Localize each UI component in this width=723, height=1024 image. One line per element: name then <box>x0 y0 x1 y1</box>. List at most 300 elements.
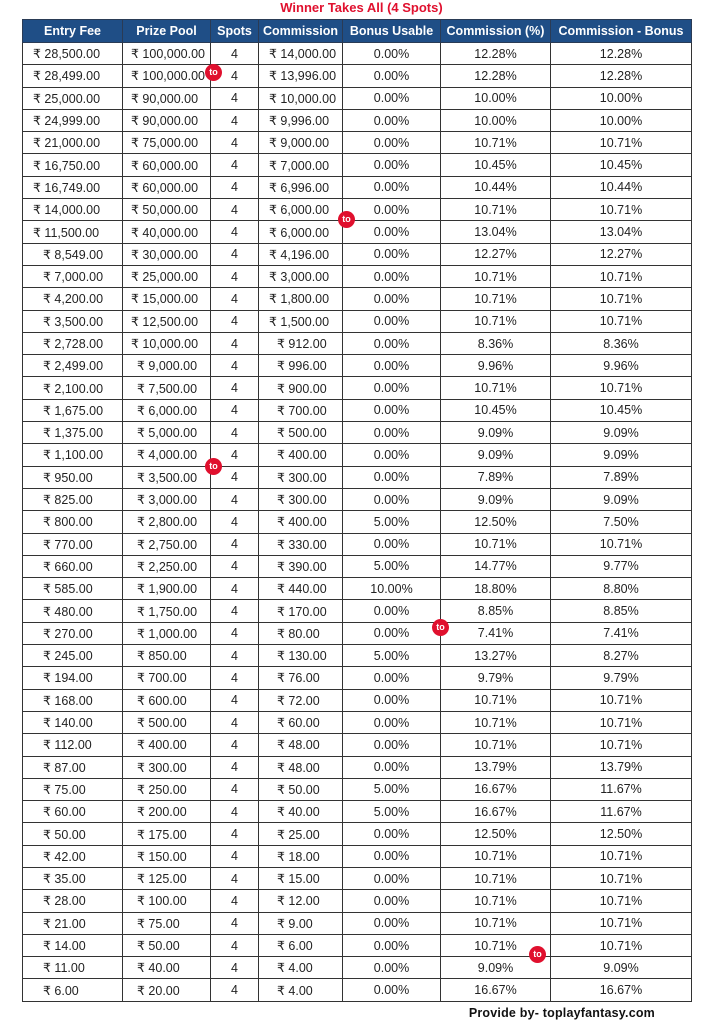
table-row <box>23 711 692 733</box>
table-row <box>23 778 692 800</box>
cell-entry-fee: ₹ 28.00 <box>23 890 123 912</box>
cell-entry-fee: ₹ 35.00 <box>23 867 123 889</box>
table-row <box>23 422 692 444</box>
cell-commission-percent: 12.28% <box>441 43 551 65</box>
cell-entry-fee: ₹ 2,728.00 <box>23 332 123 354</box>
cell-commission: ₹ 60.00 <box>259 711 343 733</box>
cell-prize-pool: ₹ 100,000.00 <box>123 65 211 87</box>
commission-table <box>22 19 692 1002</box>
cell-spots: 4 <box>211 176 259 198</box>
cell-commission: ₹ 996.00 <box>259 355 343 377</box>
cell-commission-percent: 13.79% <box>441 756 551 778</box>
cell-prize-pool: ₹ 25,000.00 <box>123 265 211 287</box>
cell-commission-percent: 13.04% <box>441 221 551 243</box>
cell-entry-fee: ₹ 11.00 <box>23 957 123 979</box>
cell-commission-minus-bonus: 10.71% <box>551 533 692 555</box>
cell-commission-minus-bonus: 9.77% <box>551 555 692 577</box>
cell-bonus-usable: 0.00% <box>343 87 441 109</box>
cell-spots: 4 <box>211 422 259 444</box>
table-row <box>23 934 692 956</box>
watermark-logo-icon: to <box>338 211 355 228</box>
cell-spots: 4 <box>211 511 259 533</box>
table-row <box>23 199 692 221</box>
cell-prize-pool: ₹ 3,500.00 <box>123 466 211 488</box>
cell-entry-fee: ₹ 660.00 <box>23 555 123 577</box>
cell-bonus-usable: 10.00% <box>343 578 441 600</box>
cell-prize-pool: ₹ 100.00 <box>123 890 211 912</box>
cell-prize-pool: ₹ 20.00 <box>123 979 211 1001</box>
cell-commission-percent: 10.71% <box>441 689 551 711</box>
cell-bonus-usable: 0.00% <box>343 109 441 131</box>
cell-bonus-usable: 0.00% <box>343 265 441 287</box>
cell-bonus-usable: 0.00% <box>343 734 441 756</box>
cell-commission: ₹ 3,000.00 <box>259 265 343 287</box>
cell-spots: 4 <box>211 778 259 800</box>
cell-prize-pool: ₹ 60,000.00 <box>123 154 211 176</box>
cell-commission-minus-bonus: 10.71% <box>551 689 692 711</box>
column-header-commission: Commission <box>259 20 343 43</box>
cell-commission-percent: 10.71% <box>441 845 551 867</box>
table-row <box>23 444 692 466</box>
cell-commission-percent: 10.71% <box>441 132 551 154</box>
cell-entry-fee: ₹ 112.00 <box>23 734 123 756</box>
cell-commission-percent: 10.71% <box>441 265 551 287</box>
cell-bonus-usable: 0.00% <box>343 689 441 711</box>
cell-commission-percent: 12.50% <box>441 511 551 533</box>
table-row <box>23 43 692 65</box>
cell-commission-minus-bonus: 7.89% <box>551 466 692 488</box>
table-row <box>23 533 692 555</box>
cell-prize-pool: ₹ 12,500.00 <box>123 310 211 332</box>
cell-bonus-usable: 0.00% <box>343 622 441 644</box>
table-row <box>23 912 692 934</box>
cell-spots: 4 <box>211 600 259 622</box>
cell-commission: ₹ 330.00 <box>259 533 343 555</box>
cell-commission-minus-bonus: 9.79% <box>551 667 692 689</box>
table-row <box>23 555 692 577</box>
cell-commission-minus-bonus: 10.45% <box>551 399 692 421</box>
cell-spots: 4 <box>211 622 259 644</box>
cell-prize-pool: ₹ 700.00 <box>123 667 211 689</box>
cell-spots: 4 <box>211 132 259 154</box>
cell-prize-pool: ₹ 250.00 <box>123 778 211 800</box>
cell-commission-minus-bonus: 12.28% <box>551 65 692 87</box>
cell-commission: ₹ 1,500.00 <box>259 310 343 332</box>
table-row <box>23 867 692 889</box>
cell-bonus-usable: 0.00% <box>343 466 441 488</box>
cell-prize-pool: ₹ 600.00 <box>123 689 211 711</box>
cell-entry-fee: ₹ 2,499.00 <box>23 355 123 377</box>
cell-bonus-usable: 0.00% <box>343 890 441 912</box>
cell-commission-minus-bonus: 10.71% <box>551 310 692 332</box>
cell-commission-percent: 10.71% <box>441 934 551 956</box>
cell-spots: 4 <box>211 310 259 332</box>
cell-bonus-usable: 0.00% <box>343 243 441 265</box>
cell-prize-pool: ₹ 500.00 <box>123 711 211 733</box>
cell-commission: ₹ 300.00 <box>259 466 343 488</box>
cell-bonus-usable: 0.00% <box>343 310 441 332</box>
cell-prize-pool: ₹ 15,000.00 <box>123 288 211 310</box>
cell-entry-fee: ₹ 950.00 <box>23 466 123 488</box>
cell-spots: 4 <box>211 845 259 867</box>
cell-commission: ₹ 400.00 <box>259 444 343 466</box>
cell-bonus-usable: 0.00% <box>343 533 441 555</box>
column-header-prize-pool: Prize Pool <box>123 20 211 43</box>
cell-spots: 4 <box>211 645 259 667</box>
cell-commission-percent: 16.67% <box>441 778 551 800</box>
cell-prize-pool: ₹ 150.00 <box>123 845 211 867</box>
cell-entry-fee: ₹ 24,999.00 <box>23 109 123 131</box>
cell-commission-percent: 9.09% <box>441 444 551 466</box>
cell-bonus-usable: 0.00% <box>343 355 441 377</box>
cell-entry-fee: ₹ 1,375.00 <box>23 422 123 444</box>
cell-entry-fee: ₹ 2,100.00 <box>23 377 123 399</box>
table-row <box>23 399 692 421</box>
cell-entry-fee: ₹ 16,750.00 <box>23 154 123 176</box>
cell-commission-minus-bonus: 10.00% <box>551 109 692 131</box>
cell-entry-fee: ₹ 14.00 <box>23 934 123 956</box>
cell-bonus-usable: 5.00% <box>343 778 441 800</box>
table-row <box>23 667 692 689</box>
cell-entry-fee: ₹ 28,500.00 <box>23 43 123 65</box>
cell-entry-fee: ₹ 168.00 <box>23 689 123 711</box>
cell-commission-minus-bonus: 10.71% <box>551 934 692 956</box>
cell-prize-pool: ₹ 50.00 <box>123 934 211 956</box>
cell-commission: ₹ 130.00 <box>259 645 343 667</box>
cell-bonus-usable: 5.00% <box>343 645 441 667</box>
cell-commission-minus-bonus: 10.00% <box>551 87 692 109</box>
cell-commission-percent: 12.50% <box>441 823 551 845</box>
cell-commission-minus-bonus: 10.71% <box>551 288 692 310</box>
cell-spots: 4 <box>211 689 259 711</box>
cell-commission-minus-bonus: 10.71% <box>551 912 692 934</box>
cell-prize-pool: ₹ 2,800.00 <box>123 511 211 533</box>
cell-commission: ₹ 4.00 <box>259 979 343 1001</box>
cell-bonus-usable: 0.00% <box>343 979 441 1001</box>
cell-spots: 4 <box>211 221 259 243</box>
cell-commission-minus-bonus: 10.71% <box>551 711 692 733</box>
cell-spots: 4 <box>211 801 259 823</box>
cell-spots: 4 <box>211 199 259 221</box>
table-row <box>23 310 692 332</box>
cell-spots: 4 <box>211 154 259 176</box>
table-row <box>23 132 692 154</box>
table-row <box>23 377 692 399</box>
table-row <box>23 979 692 1001</box>
cell-commission: ₹ 48.00 <box>259 734 343 756</box>
cell-prize-pool: ₹ 90,000.00 <box>123 87 211 109</box>
cell-spots: 4 <box>211 711 259 733</box>
watermark-logo-icon: to <box>205 64 222 81</box>
cell-entry-fee: ₹ 28,499.00 <box>23 65 123 87</box>
cell-commission: ₹ 9,996.00 <box>259 109 343 131</box>
cell-commission-percent: 9.09% <box>441 488 551 510</box>
cell-commission: ₹ 9,000.00 <box>259 132 343 154</box>
cell-bonus-usable: 0.00% <box>343 65 441 87</box>
cell-entry-fee: ₹ 87.00 <box>23 756 123 778</box>
column-header-spots: Spots <box>211 20 259 43</box>
cell-spots: 4 <box>211 957 259 979</box>
cell-spots: 4 <box>211 243 259 265</box>
cell-commission-percent: 12.27% <box>441 243 551 265</box>
cell-bonus-usable: 0.00% <box>343 422 441 444</box>
cell-commission-minus-bonus: 11.67% <box>551 778 692 800</box>
cell-commission-percent: 9.79% <box>441 667 551 689</box>
cell-entry-fee: ₹ 825.00 <box>23 488 123 510</box>
cell-commission: ₹ 15.00 <box>259 867 343 889</box>
table-row <box>23 756 692 778</box>
cell-commission-percent: 10.44% <box>441 176 551 198</box>
cell-bonus-usable: 0.00% <box>343 823 441 845</box>
cell-commission-percent: 10.71% <box>441 867 551 889</box>
cell-spots: 4 <box>211 288 259 310</box>
cell-commission-percent: 10.71% <box>441 199 551 221</box>
cell-bonus-usable: 0.00% <box>343 600 441 622</box>
column-header-entry-fee: Entry Fee <box>23 20 123 43</box>
cell-commission-minus-bonus: 8.36% <box>551 332 692 354</box>
cell-commission-percent: 9.09% <box>441 957 551 979</box>
cell-commission-minus-bonus: 10.71% <box>551 377 692 399</box>
column-header-commission-percent: Commission (%) <box>441 20 551 43</box>
cell-spots: 4 <box>211 109 259 131</box>
table-row <box>23 645 692 667</box>
cell-prize-pool: ₹ 300.00 <box>123 756 211 778</box>
cell-spots: 4 <box>211 890 259 912</box>
cell-commission: ₹ 50.00 <box>259 778 343 800</box>
cell-bonus-usable: 0.00% <box>343 399 441 421</box>
cell-prize-pool: ₹ 90,000.00 <box>123 109 211 131</box>
table-row <box>23 488 692 510</box>
watermark-logo-icon: to <box>205 458 222 475</box>
table-row <box>23 511 692 533</box>
cell-commission: ₹ 80.00 <box>259 622 343 644</box>
cell-spots: 4 <box>211 444 259 466</box>
cell-commission-minus-bonus: 10.44% <box>551 176 692 198</box>
cell-commission-percent: 16.67% <box>441 801 551 823</box>
cell-bonus-usable: 0.00% <box>343 444 441 466</box>
cell-spots: 4 <box>211 934 259 956</box>
cell-commission: ₹ 440.00 <box>259 578 343 600</box>
cell-spots: 4 <box>211 979 259 1001</box>
cell-commission-minus-bonus: 9.96% <box>551 355 692 377</box>
cell-commission: ₹ 12.00 <box>259 890 343 912</box>
cell-spots: 4 <box>211 355 259 377</box>
cell-commission-percent: 10.45% <box>441 399 551 421</box>
cell-commission-minus-bonus: 13.79% <box>551 756 692 778</box>
cell-spots: 4 <box>211 667 259 689</box>
cell-commission: ₹ 912.00 <box>259 332 343 354</box>
cell-commission-minus-bonus: 10.71% <box>551 845 692 867</box>
cell-spots: 4 <box>211 87 259 109</box>
cell-prize-pool: ₹ 2,750.00 <box>123 533 211 555</box>
cell-bonus-usable: 0.00% <box>343 132 441 154</box>
cell-commission-minus-bonus: 7.41% <box>551 622 692 644</box>
cell-commission: ₹ 13,996.00 <box>259 65 343 87</box>
cell-spots: 4 <box>211 734 259 756</box>
cell-prize-pool: ₹ 100,000.00 <box>123 43 211 65</box>
cell-commission-percent: 9.96% <box>441 355 551 377</box>
cell-commission: ₹ 4.00 <box>259 957 343 979</box>
cell-commission-percent: 12.28% <box>441 65 551 87</box>
cell-prize-pool: ₹ 10,000.00 <box>123 332 211 354</box>
cell-entry-fee: ₹ 1,100.00 <box>23 444 123 466</box>
table-row <box>23 957 692 979</box>
cell-commission-minus-bonus: 11.67% <box>551 801 692 823</box>
table-row <box>23 288 692 310</box>
cell-commission-percent: 10.71% <box>441 533 551 555</box>
cell-commission-minus-bonus: 10.71% <box>551 890 692 912</box>
cell-bonus-usable: 0.00% <box>343 667 441 689</box>
table-row <box>23 109 692 131</box>
cell-prize-pool: ₹ 125.00 <box>123 867 211 889</box>
cell-commission-percent: 10.00% <box>441 109 551 131</box>
table-row <box>23 845 692 867</box>
cell-prize-pool: ₹ 75,000.00 <box>123 132 211 154</box>
cell-entry-fee: ₹ 14,000.00 <box>23 199 123 221</box>
cell-spots: 4 <box>211 265 259 287</box>
table-row <box>23 87 692 109</box>
cell-prize-pool: ₹ 40.00 <box>123 957 211 979</box>
cell-spots: 4 <box>211 533 259 555</box>
cell-bonus-usable: 0.00% <box>343 221 441 243</box>
cell-commission: ₹ 10,000.00 <box>259 87 343 109</box>
cell-spots: 4 <box>211 823 259 845</box>
cell-spots: 4 <box>211 43 259 65</box>
cell-prize-pool: ₹ 1,750.00 <box>123 600 211 622</box>
cell-entry-fee: ₹ 245.00 <box>23 645 123 667</box>
table-title: Winner Takes All (4 Spots) <box>280 0 443 15</box>
cell-spots: 4 <box>211 65 259 87</box>
cell-bonus-usable: 0.00% <box>343 199 441 221</box>
cell-prize-pool: ₹ 30,000.00 <box>123 243 211 265</box>
cell-commission: ₹ 76.00 <box>259 667 343 689</box>
cell-bonus-usable: 0.00% <box>343 845 441 867</box>
cell-commission-minus-bonus: 12.27% <box>551 243 692 265</box>
cell-commission: ₹ 700.00 <box>259 399 343 421</box>
cell-bonus-usable: 0.00% <box>343 912 441 934</box>
table-row <box>23 154 692 176</box>
cell-prize-pool: ₹ 40,000.00 <box>123 221 211 243</box>
cell-commission: ₹ 7,000.00 <box>259 154 343 176</box>
cell-spots: 4 <box>211 466 259 488</box>
cell-prize-pool: ₹ 60,000.00 <box>123 176 211 198</box>
cell-commission-percent: 8.36% <box>441 332 551 354</box>
cell-bonus-usable: 0.00% <box>343 867 441 889</box>
cell-entry-fee: ₹ 60.00 <box>23 801 123 823</box>
table-row <box>23 734 692 756</box>
cell-commission: ₹ 40.00 <box>259 801 343 823</box>
cell-commission: ₹ 500.00 <box>259 422 343 444</box>
cell-prize-pool: ₹ 1,000.00 <box>123 622 211 644</box>
cell-commission-percent: 10.71% <box>441 310 551 332</box>
table-row <box>23 801 692 823</box>
cell-commission-minus-bonus: 10.71% <box>551 265 692 287</box>
cell-entry-fee: ₹ 50.00 <box>23 823 123 845</box>
cell-prize-pool: ₹ 1,900.00 <box>123 578 211 600</box>
cell-spots: 4 <box>211 756 259 778</box>
column-header-commission-minus-bonus: Commission - Bonus <box>551 20 692 43</box>
cell-bonus-usable: 0.00% <box>343 934 441 956</box>
cell-prize-pool: ₹ 175.00 <box>123 823 211 845</box>
cell-commission-minus-bonus: 7.50% <box>551 511 692 533</box>
cell-bonus-usable: 5.00% <box>343 801 441 823</box>
table-row <box>23 689 692 711</box>
cell-prize-pool: ₹ 5,000.00 <box>123 422 211 444</box>
cell-commission-percent: 18.80% <box>441 578 551 600</box>
cell-bonus-usable: 5.00% <box>343 511 441 533</box>
cell-commission-minus-bonus: 12.28% <box>551 43 692 65</box>
cell-entry-fee: ₹ 7,000.00 <box>23 265 123 287</box>
cell-commission-percent: 10.71% <box>441 912 551 934</box>
cell-commission-minus-bonus: 10.71% <box>551 132 692 154</box>
cell-commission: ₹ 400.00 <box>259 511 343 533</box>
cell-bonus-usable: 0.00% <box>343 711 441 733</box>
cell-commission-percent: 13.27% <box>441 645 551 667</box>
cell-entry-fee: ₹ 1,675.00 <box>23 399 123 421</box>
table-row <box>23 578 692 600</box>
cell-entry-fee: ₹ 3,500.00 <box>23 310 123 332</box>
table-row <box>23 243 692 265</box>
cell-commission-percent: 10.00% <box>441 87 551 109</box>
cell-prize-pool: ₹ 850.00 <box>123 645 211 667</box>
cell-entry-fee: ₹ 16,749.00 <box>23 176 123 198</box>
table-row <box>23 466 692 488</box>
cell-prize-pool: ₹ 7,500.00 <box>123 377 211 399</box>
cell-bonus-usable: 0.00% <box>343 332 441 354</box>
cell-prize-pool: ₹ 400.00 <box>123 734 211 756</box>
cell-commission-minus-bonus: 8.80% <box>551 578 692 600</box>
cell-commission: ₹ 48.00 <box>259 756 343 778</box>
cell-bonus-usable: 0.00% <box>343 756 441 778</box>
cell-entry-fee: ₹ 585.00 <box>23 578 123 600</box>
cell-commission: ₹ 6,996.00 <box>259 176 343 198</box>
table-row <box>23 890 692 912</box>
cell-entry-fee: ₹ 75.00 <box>23 778 123 800</box>
cell-commission: ₹ 4,196.00 <box>259 243 343 265</box>
cell-prize-pool: ₹ 200.00 <box>123 801 211 823</box>
cell-bonus-usable: 0.00% <box>343 154 441 176</box>
cell-entry-fee: ₹ 800.00 <box>23 511 123 533</box>
column-header-bonus-usable: Bonus Usable <box>343 20 441 43</box>
cell-commission-minus-bonus: 10.71% <box>551 734 692 756</box>
cell-commission-percent: 10.71% <box>441 890 551 912</box>
cell-prize-pool: ₹ 75.00 <box>123 912 211 934</box>
cell-entry-fee: ₹ 770.00 <box>23 533 123 555</box>
cell-bonus-usable: 0.00% <box>343 957 441 979</box>
cell-spots: 4 <box>211 578 259 600</box>
cell-commission-minus-bonus: 10.45% <box>551 154 692 176</box>
cell-commission: ₹ 900.00 <box>259 377 343 399</box>
cell-commission: ₹ 170.00 <box>259 600 343 622</box>
cell-entry-fee: ₹ 270.00 <box>23 622 123 644</box>
cell-commission-minus-bonus: 9.09% <box>551 488 692 510</box>
cell-commission-minus-bonus: 8.27% <box>551 645 692 667</box>
cell-prize-pool: ₹ 50,000.00 <box>123 199 211 221</box>
cell-bonus-usable: 0.00% <box>343 377 441 399</box>
cell-bonus-usable: 0.00% <box>343 288 441 310</box>
cell-prize-pool: ₹ 3,000.00 <box>123 488 211 510</box>
watermark-logo-icon: to <box>432 619 449 636</box>
cell-commission-percent: 7.41% <box>441 622 551 644</box>
cell-commission-percent: 10.71% <box>441 377 551 399</box>
cell-commission: ₹ 14,000.00 <box>259 43 343 65</box>
table-row <box>23 176 692 198</box>
watermark-logo-icon: to <box>529 946 546 963</box>
cell-commission-percent: 10.71% <box>441 711 551 733</box>
cell-prize-pool: ₹ 2,250.00 <box>123 555 211 577</box>
cell-commission-minus-bonus: 9.09% <box>551 422 692 444</box>
header-row <box>23 20 692 43</box>
